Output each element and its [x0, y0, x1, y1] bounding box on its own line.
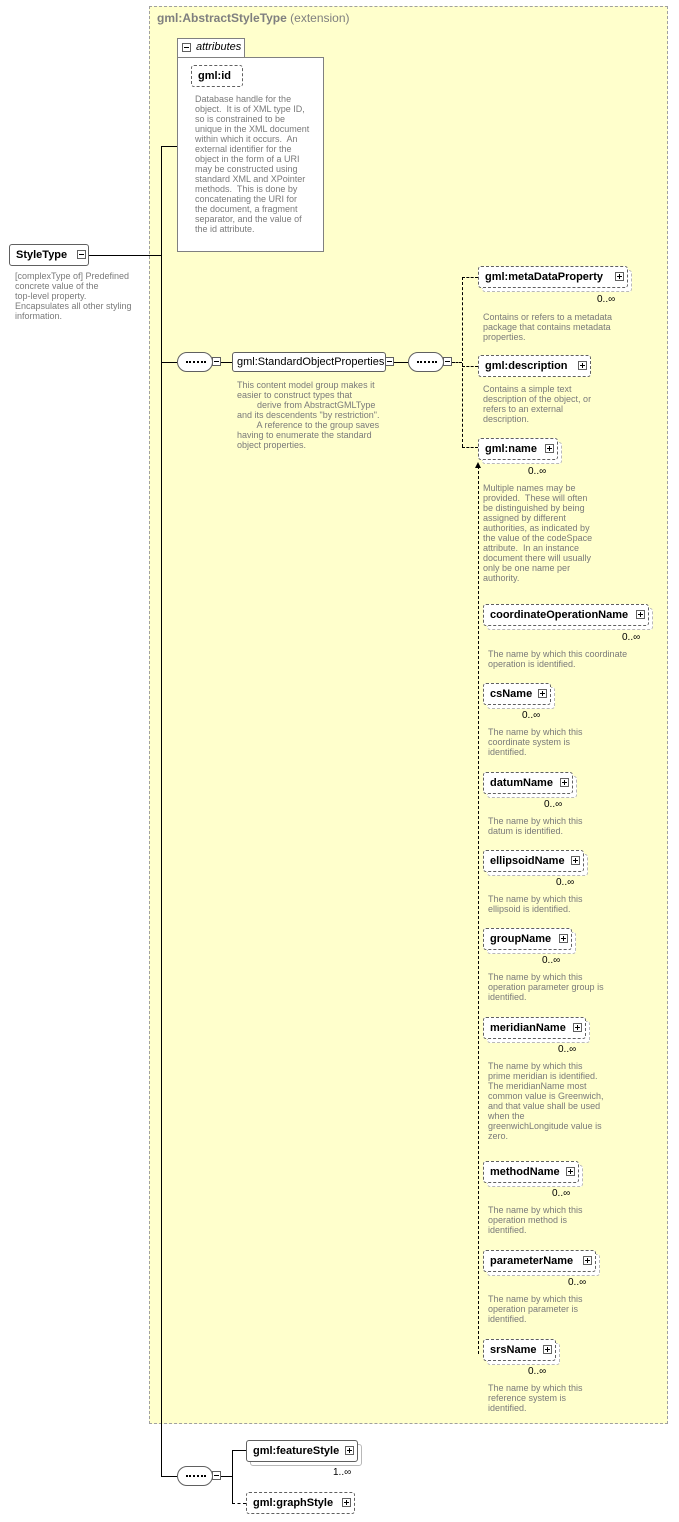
element-name: csName [490, 688, 533, 700]
element-graphstyle[interactable] [246, 1492, 355, 1514]
collapse-icon[interactable] [385, 357, 394, 366]
element-doc: The name by which this coordinate system is identified. [488, 727, 583, 757]
expand-icon[interactable] [578, 361, 587, 370]
expand-icon[interactable] [583, 1256, 592, 1265]
element-name: srsName [490, 1344, 537, 1356]
element-description[interactable] [478, 355, 591, 377]
collapse-icon[interactable] [443, 357, 452, 366]
element-name: ellipsoidName [490, 855, 565, 867]
element-ellipsoidname[interactable] [483, 850, 584, 872]
element-name: gml:name [485, 443, 537, 455]
occurrence-label: 0..∞ [597, 294, 616, 305]
occurrence-label: 0..∞ [552, 1188, 571, 1199]
attribute-name: gml:id [198, 70, 231, 82]
root-name: StyleType [16, 249, 68, 261]
element-srsname[interactable] [483, 1339, 556, 1361]
element-metadataproperty[interactable] [478, 266, 628, 288]
expand-icon[interactable] [615, 272, 624, 281]
expand-icon[interactable] [342, 1498, 351, 1507]
element-doc: The name by which this datum is identified. [488, 816, 583, 836]
expand-icon[interactable] [559, 934, 568, 943]
element-name: datumName [490, 777, 553, 789]
expand-icon[interactable] [345, 1446, 354, 1455]
expand-icon[interactable] [560, 778, 569, 787]
expand-icon[interactable] [543, 1345, 552, 1354]
occurrence-label: 0..∞ [528, 1366, 547, 1377]
element-name: meridianName [490, 1022, 566, 1034]
attribute-gml-id[interactable] [191, 65, 243, 87]
expand-icon[interactable] [566, 1167, 575, 1176]
substitution-connector [478, 466, 479, 1354]
element-csname[interactable] [483, 683, 551, 705]
element-doc: Multiple names may be provided. These will often be distinguished by being assigned by different authorities, as indicated by the value of the codeSpace attribute. In an instance document there will usually only be one name per authority. [483, 483, 593, 583]
element-name: gml:featureStyle [253, 1445, 340, 1457]
element-doc: Contains or refers to a metadata package that contains metadata properties. [483, 312, 613, 342]
element-methodname[interactable] [483, 1161, 579, 1183]
element-meridianname[interactable] [483, 1017, 586, 1039]
element-featurestyle[interactable] [246, 1440, 358, 1462]
collapse-icon[interactable] [212, 1471, 221, 1480]
element-name: gml:metaDataProperty [485, 271, 603, 283]
connector-line [462, 366, 478, 367]
element-groupname[interactable] [483, 928, 572, 950]
connector-branch [232, 1450, 233, 1503]
group-standard-object-properties[interactable] [232, 352, 386, 372]
element-doc: The name by which this operation parameter is identified. [488, 1294, 583, 1324]
sequence-compositor[interactable] [177, 1466, 213, 1486]
attributes-label: attributes [196, 41, 242, 53]
occurrence-label: 0..∞ [528, 466, 547, 477]
expand-icon[interactable] [538, 689, 547, 698]
expand-icon[interactable] [545, 444, 554, 453]
connector-line [221, 1476, 232, 1477]
collapse-icon[interactable] [77, 250, 86, 259]
group-name: gml:StandardObjectProperties [237, 356, 385, 368]
expand-icon[interactable] [573, 1023, 582, 1032]
element-datumname[interactable] [483, 772, 573, 794]
connector-line [232, 1503, 246, 1504]
connector-line [462, 277, 478, 278]
connector-line [161, 362, 177, 363]
element-doc: The name by which this operation parameter group is identified. [488, 972, 604, 1002]
occurrence-label: 0..∞ [558, 1044, 577, 1055]
connector-line [452, 362, 462, 363]
extension-title: gml:AbstractStyleType (extension) [157, 11, 350, 25]
connector-line [221, 362, 232, 363]
attribute-id-doc: Database handle for the object. It is of XML type ID, so is constrained to be unique in the XML document within which it occurs. An external identifier for the object in the form of a URI may be constructed using standard XML and XPointer methods. This is done by concatenating the URI for the document, a fragment separator, and the value of the id attribute. [195, 94, 310, 234]
occurrence-label: 0..∞ [622, 632, 641, 643]
connector-line [89, 255, 161, 256]
occurrence-label: 1..∞ [333, 1467, 352, 1478]
connector-trunk [161, 146, 162, 1476]
occurrence-label: 0..∞ [522, 710, 541, 721]
element-name: groupName [490, 933, 552, 945]
connector-line [161, 146, 177, 147]
element-doc: The name by which this reference system is identified. [488, 1383, 583, 1413]
connector-line [161, 1476, 177, 1477]
occurrence-label: 0..∞ [568, 1277, 587, 1288]
expand-icon[interactable] [636, 610, 645, 619]
collapse-icon[interactable] [182, 43, 191, 52]
element-name: parameterName [490, 1255, 574, 1267]
element-doc: The name by which this ellipsoid is identified. [488, 894, 583, 914]
element-doc: The name by which this prime meridian is identified. The meridianName most common value is Greenwich, and that value shall be used when the greenwichLongitude value is zero. [488, 1061, 604, 1141]
connector-line [394, 362, 408, 363]
expand-icon[interactable] [571, 856, 580, 865]
connector-branch [462, 277, 463, 447]
sequence-compositor[interactable] [408, 352, 444, 372]
element-doc: The name by which this operation method is identified. [488, 1205, 583, 1235]
element-doc: The name by which this coordinate operation is identified. [488, 649, 628, 669]
connector-line [232, 1450, 246, 1451]
element-name: gml:description [485, 360, 568, 372]
occurrence-label: 0..∞ [556, 877, 575, 888]
element-coordinate-operation-name[interactable] [483, 604, 649, 626]
sequence-compositor[interactable] [177, 352, 213, 372]
occurrence-label: 0..∞ [542, 955, 561, 966]
root-doc: [complexType of] Predefined concrete value of the top-level property. Encapsulates all other styling information. [15, 271, 132, 321]
substitution-arrow-icon [475, 462, 481, 468]
connector-line [462, 447, 478, 448]
occurrence-label: 0..∞ [544, 799, 563, 810]
element-name-head[interactable] [478, 438, 558, 460]
collapse-icon[interactable] [212, 357, 221, 366]
element-name: gml:graphStyle [253, 1497, 334, 1509]
element-name: methodName [490, 1166, 560, 1178]
element-name: coordinateOperationName [490, 609, 629, 621]
group-doc: This content model group makes it easier to construct types that derive from AbstractGMLType and its descendents "by restriction". A reference to the group saves having to enumerate the standard object properties. [237, 380, 380, 450]
element-doc: Contains a simple text description of the object, or refers to an external description. [483, 384, 592, 424]
element-parametername[interactable] [483, 1250, 596, 1272]
